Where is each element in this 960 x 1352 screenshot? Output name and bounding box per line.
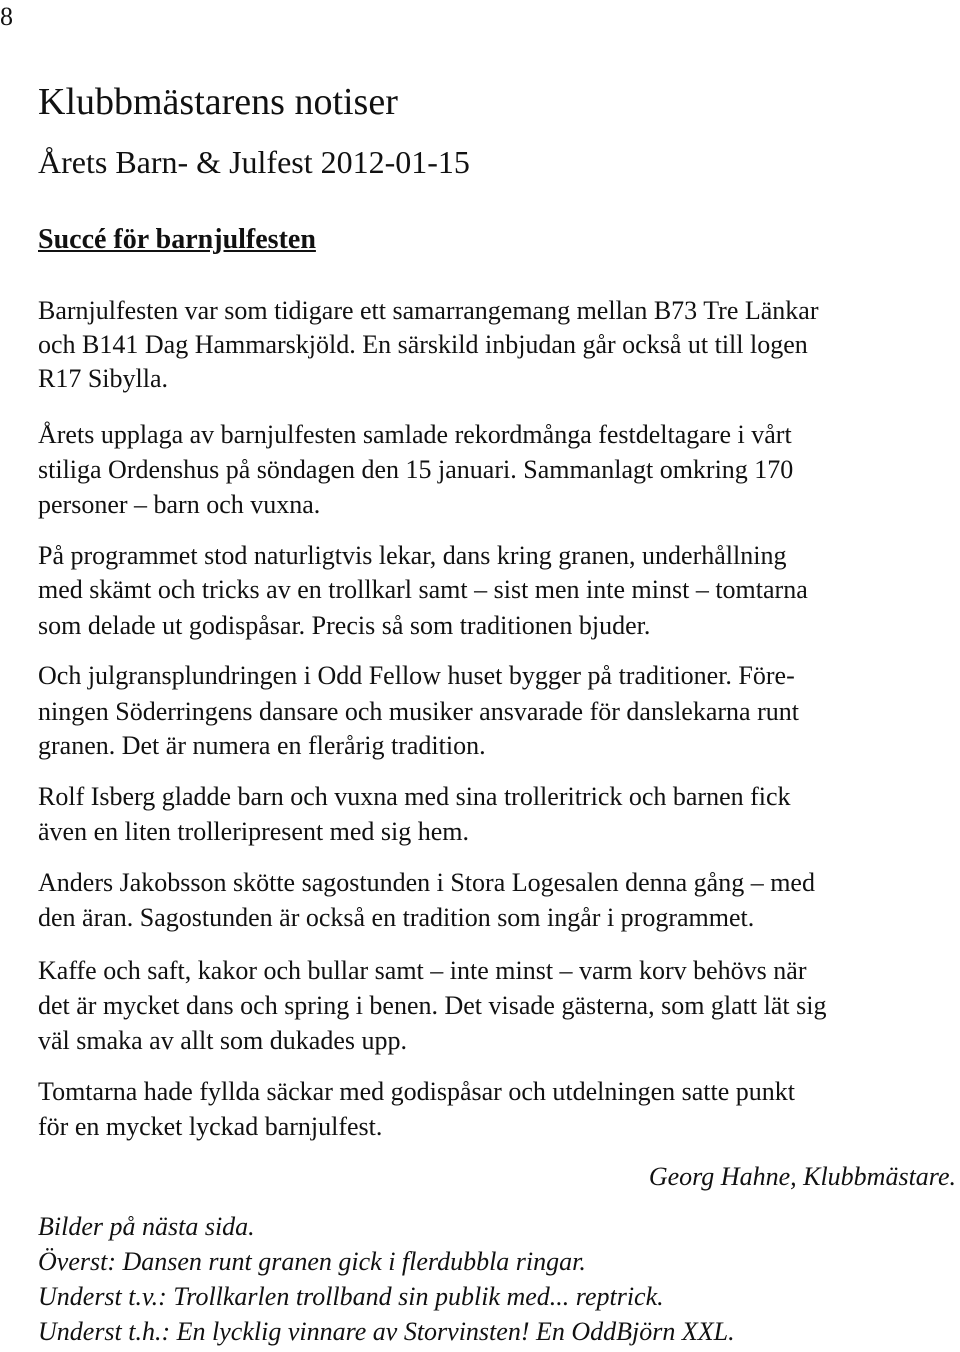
page-number: 8 — [0, 2, 13, 31]
caption-line: Underst t.v.: Trollkarlen trollband sin publik med... reptrick. — [38, 1282, 664, 1311]
body-line: Kaffe och saft, kakor och bullar samt – inte minst – varm korv behövs när — [38, 956, 807, 985]
page-subtitle: Årets Barn- & Julfest 2012-01-15 — [38, 144, 470, 180]
body-line: som delade ut godispåsar. Precis så som traditionen bjuder. — [38, 611, 651, 640]
body-line: väl smaka av allt som dukades upp. — [38, 1026, 407, 1055]
page-title: Klubbmästarens notiser — [38, 81, 398, 123]
body-line: även en liten trolleripresent med sig hem. — [38, 817, 470, 846]
caption-line: Överst: Dansen runt granen gick i flerdubbla ringar. — [38, 1247, 586, 1276]
body-line: Barnjulfesten var som tidigare ett samarrangemang mellan B73 Tre Länkar — [38, 296, 819, 325]
body-line: för en mycket lyckad barnjulfest. — [38, 1112, 383, 1141]
caption-line: Underst t.h.: En lycklig vinnare av Storvinsten! En OddBjörn XXL. — [38, 1317, 735, 1346]
body-line: Årets upplaga av barnjulfesten samlade rekordmånga festdeltagare i vårt — [38, 420, 792, 449]
body-line: R17 Sibylla. — [38, 364, 169, 393]
body-line: ningen Söderringens dansare och musiker ansvarade för danslekarna runt — [38, 697, 799, 726]
signature: Georg Hahne, Klubbmästare. — [648, 1162, 956, 1191]
body-line: personer – barn och vuxna. — [38, 490, 321, 519]
body-line: och B141 Dag Hammarskjöld. En särskild inbjudan går också ut till logen — [38, 330, 808, 359]
body-line: stiliga Ordenshus på söndagen den 15 januari. Sammanlagt omkring 170 — [38, 455, 794, 484]
body-line: Anders Jakobsson skötte sagostunden i Stora Logesalen denna gång – med — [38, 868, 815, 897]
body-line: granen. Det är numera en flerårig tradition. — [38, 731, 486, 760]
body-line: den äran. Sagostunden är också en tradition som ingår i programmet. — [38, 903, 755, 932]
body-line: På programmet stod naturligtvis lekar, dans kring granen, underhållning — [38, 541, 787, 570]
body-line: Och julgransplundringen i Odd Fellow huset bygger på traditioner. Före- — [38, 661, 795, 690]
caption-line: Bilder på nästa sida. — [38, 1212, 255, 1241]
body-line: Tomtarna hade fyllda säckar med godispåsar och utdelningen satte punkt — [38, 1077, 795, 1106]
article-heading: Succé för barnjulfesten — [38, 224, 316, 255]
body-line: det är mycket dans och spring i benen. Det visade gästerna, som glatt lät sig — [38, 991, 827, 1020]
body-line: med skämt och tricks av en trollkarl samt – sist men inte minst – tomtarna — [38, 575, 808, 604]
body-line: Rolf Isberg gladde barn och vuxna med sina trolleritrick och barnen fick — [38, 782, 791, 811]
